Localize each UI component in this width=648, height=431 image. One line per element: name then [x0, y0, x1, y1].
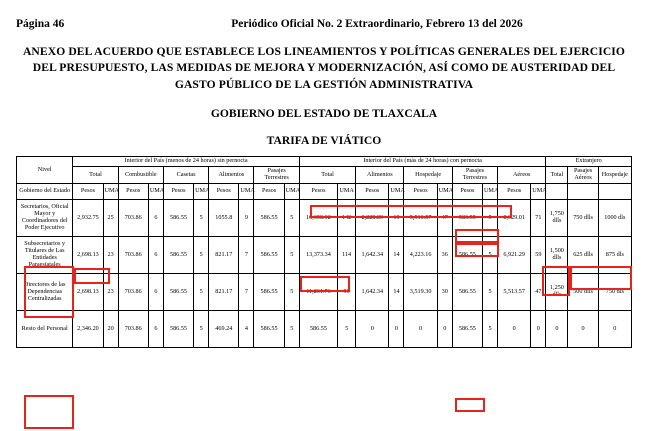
cell-pasaj-pesos: 586.55 [254, 237, 284, 274]
subheader-ext-pasajes-aereos: Pasajes Aéreos [568, 167, 598, 184]
cell-con-pas-pesos: 586.55 [452, 237, 482, 274]
cell-pasaj-uma: 5 [284, 311, 299, 348]
cell-alim-pesos: 469.24 [209, 311, 239, 348]
subheader-sin-casetas: Casetas [163, 167, 208, 184]
unit-sin-pasaj-uma: UMA [284, 184, 299, 200]
cell-caset-pesos: 586.55 [163, 274, 193, 311]
cell-ext-total: 1,250 dlls [546, 274, 568, 311]
unit-con-pas-uma: UMA [482, 184, 497, 200]
cell-con-aer-pesos: 5,513.57 [498, 274, 531, 311]
cell-pasaj-pesos: 586.55 [254, 311, 284, 348]
cell-alim-pesos: 821.17 [209, 237, 239, 274]
unit-sin-alim-uma: UMA [239, 184, 254, 200]
subheader-con-alimentos: Alimentos [356, 167, 404, 184]
tariff-title: TARIFA DE VIÁTICO [266, 134, 382, 148]
unit-ext-pasajes [568, 184, 598, 200]
cell-con-hosp-pesos: 4,223.16 [404, 237, 437, 274]
cell-con-hosp-pesos: 5,513.57 [404, 200, 437, 237]
cell-con-hosp-pesos: 3,519.30 [404, 274, 437, 311]
subheader-sin-alimentos: Alimentos [209, 167, 254, 184]
table-subgroup-header-row [17, 167, 632, 184]
cell-con-total-uma: 96 [338, 274, 356, 311]
header-nivel: Nivel [17, 157, 73, 184]
unit-con-hosp-pesos: Pesos [404, 184, 437, 200]
cell-con-alim-uma: 14 [389, 237, 404, 274]
unit-sin-pasaj-pesos: Pesos [254, 184, 284, 200]
cell-alim-pesos: 821.17 [209, 274, 239, 311]
cell-caset-uma: 5 [194, 311, 209, 348]
cell-con-hosp-uma: 0 [437, 311, 452, 348]
cell-sin-total-uma: 23 [103, 274, 118, 311]
subheader-sin-combustible: Combustible [118, 167, 163, 184]
cell-con-aer-uma: 71 [531, 200, 546, 237]
cell-caset-pesos: 586.55 [163, 237, 193, 274]
cell-ext-hospedaje: 0 [598, 311, 631, 348]
cell-ext-total: 0 [546, 311, 568, 348]
cell-caset-pesos: 586.55 [163, 200, 193, 237]
header-interior-sin-pernocta: Interior del País (menos de 24 horas) sin pernocta [73, 157, 300, 167]
cell-con-pas-uma: 5 [482, 311, 497, 348]
unit-con-total-pesos: Pesos [299, 184, 337, 200]
cell-con-hosp-uma: 36 [437, 237, 452, 274]
cell-pasaj-uma: 5 [284, 237, 299, 274]
cell-pasaj-pesos: 586.55 [254, 200, 284, 237]
publication-title: Periódico Oficial No. 2 Extraordinario, Febrero 13 del 2026 [231, 18, 523, 30]
cell-alim-uma: 4 [239, 311, 254, 348]
row-label: Resto del Personal [17, 311, 73, 348]
unit-ext-hospedaje [598, 184, 631, 200]
row-label: Subsecretarios y Titulares de Las Entidades Paraestatales [17, 237, 73, 274]
cell-con-aer-pesos: 8,329.01 [498, 200, 531, 237]
cell-alim-uma: 7 [239, 237, 254, 274]
header-extranjero: Extranjero [546, 157, 632, 167]
cell-con-total-uma: 142 [338, 200, 356, 237]
highlight-row-label-resto [24, 395, 74, 429]
cell-con-aer-pesos: 6,921.29 [498, 237, 531, 274]
cell-con-alim-pesos: 2,228.89 [356, 200, 389, 237]
cell-con-pas-uma: 5 [482, 200, 497, 237]
row-label: Directores de las Dependencias Centralizadas [17, 274, 73, 311]
cell-alim-pesos: 1055.8 [209, 200, 239, 237]
page-header [16, 18, 632, 30]
cell-sin-total: 2,932.75 [73, 200, 103, 237]
cell-con-aer-uma: 0 [531, 311, 546, 348]
table-unit-header-row [17, 184, 632, 200]
cell-comb-uma: 6 [148, 274, 163, 311]
cell-pasaj-uma: 5 [284, 274, 299, 311]
cell-con-aer-pesos: 0 [498, 311, 531, 348]
subheader-con-aereos: Aéreos [498, 167, 546, 184]
cell-sin-total: 2,698.13 [73, 274, 103, 311]
cell-ext-total: 1,500 dlls [546, 237, 568, 274]
unit-sin-comb-pesos: Pesos [118, 184, 148, 200]
row-label: Secretarios, Oficial Mayor y Coordinadores del Poder Ejecutivo [17, 200, 73, 237]
subheader-con-hospedaje: Hospedaje [404, 167, 452, 184]
cell-alim-uma: 9 [239, 200, 254, 237]
unit-sin-total-uma: UMA [103, 184, 118, 200]
cell-con-aer-uma: 59 [531, 237, 546, 274]
subheader-ext-total: Total [546, 167, 568, 184]
cell-ext-pasajes: 500 dlls [568, 274, 598, 311]
cell-con-alim-uma: 0 [389, 311, 404, 348]
cell-con-alim-uma: 14 [389, 274, 404, 311]
header-gobierno-estado: Gobierno del Estado [17, 184, 73, 200]
unit-sin-caset-uma: UMA [194, 184, 209, 200]
cell-caset-uma: 5 [194, 237, 209, 274]
cell-con-total: 13,373.34 [299, 237, 337, 274]
cell-ext-hospedaje: 750 dls [598, 274, 631, 311]
cell-ext-pasajes: 625 dlls [568, 237, 598, 274]
cell-ext-hospedaje: 1000 dls [598, 200, 631, 237]
unit-sin-alim-pesos: Pesos [209, 184, 239, 200]
cell-ext-hospedaje: 875 dls [598, 237, 631, 274]
cell-sin-total: 2,698.13 [73, 237, 103, 274]
cell-comb-pesos: 703.86 [118, 311, 148, 348]
unit-con-pas-pesos: Pesos [452, 184, 482, 200]
cell-caset-uma: 5 [194, 274, 209, 311]
cell-con-total-uma: 5 [338, 311, 356, 348]
cell-comb-uma: 6 [148, 237, 163, 274]
cell-con-hosp-pesos: 0 [404, 311, 437, 348]
cell-pasaj-uma: 5 [284, 200, 299, 237]
cell-con-pas-pesos: 586.55 [452, 200, 482, 237]
unit-con-total-uma: UMA [338, 184, 356, 200]
unit-sin-comb-uma: UMA [148, 184, 163, 200]
cell-comb-pesos: 703.86 [118, 237, 148, 274]
unit-ext-total [546, 184, 568, 200]
cell-caset-uma: 5 [194, 200, 209, 237]
cell-ext-pasajes: 0 [568, 311, 598, 348]
cell-sin-total-uma: 23 [103, 237, 118, 274]
cell-sin-total-uma: 25 [103, 200, 118, 237]
highlight-con-pasajes-resto [455, 398, 485, 412]
cell-con-hosp-uma: 47 [437, 200, 452, 237]
government-title: GOBIERNO DEL ESTADO DE TLAXCALA [210, 107, 438, 121]
cell-comb-pesos: 703.86 [118, 274, 148, 311]
unit-sin-total-pesos: Pesos [73, 184, 103, 200]
cell-pasaj-pesos: 586.55 [254, 274, 284, 311]
cell-con-alim-uma: 19 [389, 200, 404, 237]
cell-con-pas-pesos: 586.55 [452, 274, 482, 311]
unit-con-alim-uma: UMA [389, 184, 404, 200]
cell-con-total: 586.55 [299, 311, 337, 348]
unit-con-hosp-uma: UMA [437, 184, 452, 200]
table-row [17, 237, 632, 274]
cell-con-alim-pesos: 1,642.34 [356, 274, 389, 311]
cell-con-aer-uma: 47 [531, 274, 546, 311]
cell-con-pas-pesos: 586.55 [452, 311, 482, 348]
unit-sin-caset-pesos: Pesos [163, 184, 193, 200]
subheader-con-pasajes-terrestres: Pasajes Terrestres [452, 167, 497, 184]
cell-con-total-uma: 114 [338, 237, 356, 274]
table-group-header-row [17, 157, 632, 167]
cell-con-pas-uma: 5 [482, 237, 497, 274]
cell-sin-total: 2,346.20 [73, 311, 103, 348]
subheader-ext-hospedaje: Hospedaje [598, 167, 631, 184]
unit-con-aer-uma: UMA [531, 184, 546, 200]
cell-caset-pesos: 586.55 [163, 311, 193, 348]
header-interior-con-pernocta: Interior del País (más de 24 horas) con pernocta [299, 157, 546, 167]
cell-comb-uma: 6 [148, 200, 163, 237]
cell-con-alim-pesos: 1,642.34 [356, 237, 389, 274]
table-row [17, 200, 632, 237]
unit-con-alim-pesos: Pesos [356, 184, 389, 200]
cell-con-total: 11,261.76 [299, 274, 337, 311]
cell-alim-uma: 7 [239, 274, 254, 311]
subheader-sin-total: Total [73, 167, 118, 184]
page-number: Página 46 [16, 18, 65, 30]
cell-ext-pasajes: 750 dlls [568, 200, 598, 237]
cell-con-pas-uma: 5 [482, 274, 497, 311]
subheader-sin-pasajes-terrestres: Pasajes Terrestres [254, 167, 299, 184]
cell-con-alim-pesos: 0 [356, 311, 389, 348]
cell-comb-pesos: 703.86 [118, 200, 148, 237]
cell-comb-uma: 6 [148, 311, 163, 348]
viatico-table [16, 156, 632, 348]
table-row [17, 311, 632, 348]
cell-con-hosp-uma: 30 [437, 274, 452, 311]
unit-con-aer-pesos: Pesos [498, 184, 531, 200]
table-row [17, 274, 632, 311]
cell-sin-total-uma: 20 [103, 311, 118, 348]
subheader-con-total: Total [299, 167, 355, 184]
annex-title: ANEXO DEL ACUERDO QUE ESTABLECE LOS LINEAMIENTOS Y POLÍTICAS GENERALES DEL EJERCICIO DEL PRESUPUESTO, LAS MEDIDAS DE MEJORA Y MODERNIZACIÓN, ASÍ COMO DE AUSTERIDAD DEL GASTO PÚBLICO DE LA GESTIÓN ADMINISTRATIVA [22, 45, 626, 91]
cell-ext-total: 1,750 dlls [546, 200, 568, 237]
cell-con-total: 16,658.02 [299, 200, 337, 237]
